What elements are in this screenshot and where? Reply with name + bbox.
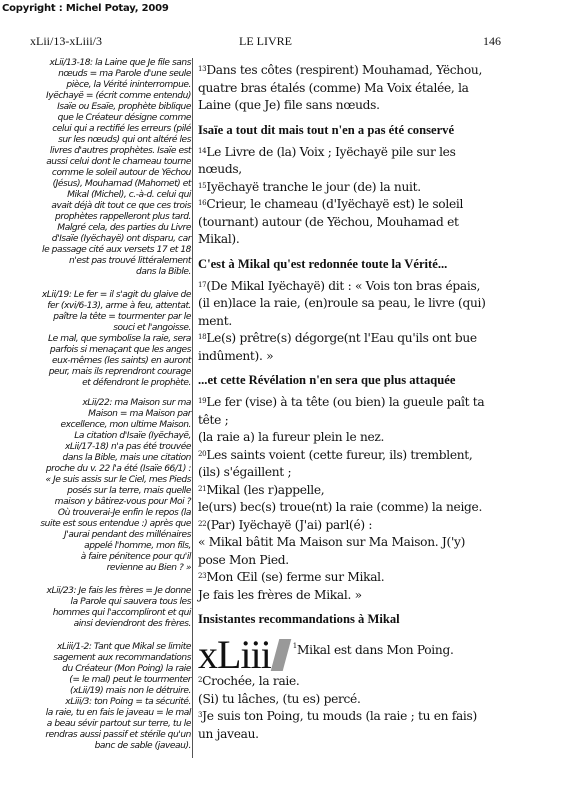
verse-text-span: tête ;: [198, 412, 229, 427]
verse-line: [198, 412, 500, 430]
verse-text-span: Le(s) prêtre(s) dégorge(nt l'Eau qu'ils ont bue: [206, 331, 477, 345]
verse-line: [198, 482, 500, 500]
verse-number: 20: [198, 449, 207, 458]
verse-text-span: Mikal (les r)appelle,: [206, 482, 325, 497]
section-heading: ...et cette Révélation n'en sera que plus attaquée: [198, 373, 456, 387]
commentary-note: [30, 586, 191, 630]
verse-line: [198, 144, 500, 162]
verse-number: 16: [198, 199, 207, 207]
commentary-line: xLiii/1-2: Tant que Mikal se limite: [56, 642, 191, 652]
commentary-line: posés sur la terre, mais quelle: [67, 486, 191, 496]
commentary-line: paître la tête = tourmenter par le: [53, 312, 191, 322]
commentary-line: eux-mêmes (les saints) en auront: [51, 356, 191, 366]
verse-text-span: Dans tes côtes (respirent) Mouhamad, Yëchou,: [206, 63, 483, 77]
commentary-line: maison y bâtirez-vous pour Moi ?: [54, 497, 191, 507]
verse-number: 2: [198, 676, 203, 684]
book-title: LE LIVRE: [239, 34, 292, 48]
page-number: 146: [483, 34, 501, 48]
verse-line: [198, 62, 500, 80]
verse-text-span: quatre bras étalés (comme) Ma Voix étalée, la: [198, 80, 469, 95]
section-heading: Isaïe a tout dit mais tout n'en a pas été conservé: [198, 122, 455, 137]
commentary-note: [30, 290, 191, 389]
verse-line: [198, 161, 500, 179]
commentary-line: La citation d'Isaïe (Iyëchayë,: [74, 431, 191, 441]
verse-text-span: ment.: [198, 313, 232, 328]
verse-line: [198, 348, 500, 366]
verse-number: 21: [198, 484, 207, 493]
verse-text-span: Le fer (vise) à ta tête (ou bien) la gueule paît ta: [206, 395, 485, 409]
verse-text-span: « Mikal bâtit Ma Maison sur Ma Maison. J('y): [198, 535, 466, 549]
verse-line: [198, 569, 500, 587]
commentary-line: le passage cité aux versets 17 et 18: [42, 245, 191, 255]
commentary-line: (xLii/19) mais non le détruire.: [70, 686, 191, 696]
copyright-notice: Copyright : Michel Potay, 2009: [2, 3, 169, 14]
commentary-line: hommes qui l'accompliront et qui: [52, 608, 191, 618]
verse-number: 3: [198, 711, 203, 719]
commentary-line: la raie, tu en fais le javeau = le mal: [45, 708, 191, 718]
commentary-line: ainsi deviendront des frères.: [73, 619, 191, 629]
verse-number: 23: [198, 572, 207, 580]
commentary-line: à faire pénitence pour qu'il: [80, 552, 191, 562]
verse-text-span: Iyëchayë tranche le jour (de) la nuit.: [206, 179, 421, 194]
verse-text-span: (ils) s'égaillent ;: [198, 465, 292, 479]
verse-line: [198, 587, 500, 605]
verse-number: 22: [198, 519, 207, 528]
verse-text-span: indûment). »: [198, 348, 274, 363]
verse-line: [198, 313, 500, 331]
commentary-line: dans la Bible.: [136, 267, 191, 277]
commentary-line: (Jésus), Mouhamad (Mahomet) et: [52, 179, 191, 189]
commentary-line: xLii/13-18: la Laine que Je file sans: [49, 58, 191, 68]
verse-line: [198, 691, 500, 709]
verse-text-span: (Si) tu lâches, (tu es) percé.: [198, 691, 361, 706]
section-heading: Insistantes recommandations à Mikal: [198, 612, 400, 626]
commentary-line: rendras aussi passif et stérile qu'un: [45, 730, 191, 740]
chapter-bar-ornament: [270, 639, 291, 671]
commentary-line: Où trouverai-Je enfin le repos (la: [57, 508, 191, 518]
commentary-line: celui qui a rectifié les erreurs (pilé: [52, 124, 191, 134]
commentary-line: Iyëchayë = (écrit comme entendu): [46, 91, 191, 101]
verse-number: 18: [198, 333, 207, 341]
commentary-note: [30, 58, 191, 278]
commentary-line: n'est pas trouvé littéralement: [68, 256, 191, 266]
verse-text-span: pose Mon Pied.: [198, 552, 289, 567]
verse-range: xLii/13-xLiii/3: [30, 34, 102, 48]
verse-number: 15: [198, 181, 207, 190]
verse-line: [198, 499, 500, 517]
commentary-line: peur, mais ils reprendront courage: [48, 367, 191, 377]
commentary-line: Maison = ma Maison par: [88, 409, 191, 419]
commentary-line: xLii/17-18) n'a pas été trouvée: [64, 442, 191, 452]
commentary-line: sagement aux recommandations: [53, 653, 191, 663]
verse-line: [198, 80, 500, 98]
commentary-line: banc de sable (javeau).: [94, 741, 191, 751]
verse-number: 14: [198, 146, 207, 155]
commentary-line: xLii/23: Je fais les frères = Je donne: [46, 586, 191, 596]
verse-line: [198, 231, 500, 249]
verse-text-span: Je fais les frères de Mikal. »: [198, 587, 362, 602]
commentary-note: [30, 642, 191, 752]
verse-line: [198, 534, 500, 552]
commentary-line: du Créateur (Mon Poing) la raie: [62, 664, 191, 674]
verse-text-span: Les saints voient (cette fureur, ils) tremblent,: [206, 447, 473, 462]
chapter-start: [198, 632, 500, 677]
commentary-line: xLiii/3: ton Poing = ta sécurité.: [65, 697, 191, 707]
commentary-line: pièce, la Vérité ininterrompue.: [66, 80, 191, 90]
verse-text-span: Laine (que Je) file sans nœuds.: [198, 98, 380, 112]
verse-text-span: Crochée, la raie.: [202, 674, 300, 688]
commentary-line: (= le mal) peut le tourmenter: [69, 675, 191, 685]
verse-number: 17: [198, 280, 207, 289]
verse-text-span: nœuds,: [198, 162, 242, 176]
commentary-line: xLii/19: Le fer = il s'agit du glaive de: [41, 290, 191, 300]
commentary-line: excellence, mon ultime Maison.: [60, 420, 191, 430]
verse-number: 19: [198, 397, 207, 405]
commentary-line: aussi celui dont le chameau tourne: [46, 157, 191, 167]
verse-text-span: Mon Œil (se) ferme sur Mikal.: [206, 570, 385, 584]
verse-line: [198, 394, 500, 412]
verse-line: [198, 517, 500, 535]
verse-text: [198, 62, 500, 743]
verse-text-span: un javeau.: [198, 726, 259, 741]
commentary-line: et défendront le prophète.: [82, 378, 191, 388]
verse-text-span: (il en)lace la raie, (en)roule sa peau, le livre (qui): [198, 296, 486, 310]
verse-line: [198, 552, 500, 570]
commentary-line: Mikal (Michel), c.-à-d. celui qui: [67, 190, 191, 200]
verse-line: [198, 179, 500, 197]
commentary-line: souci et l'angoisse.: [113, 323, 191, 333]
section-heading: C'est à Mikal qu'est redonnée toute la Vérité...: [198, 256, 448, 271]
verse-text-span: (Par) Iyëchayë (J'ai) parl(é) :: [206, 517, 373, 532]
commentary-line: avait déjà dit tout ce que ces trois: [51, 201, 191, 211]
verse-number: 13: [198, 65, 207, 73]
verse-text-span: Le Livre de (la) Voix ; Iyëchayë pile sur les: [206, 144, 456, 159]
commentary-line: que le Créateur désigne comme: [57, 113, 191, 123]
verse-text-span: Mikal).: [198, 232, 240, 246]
verse-text-span: (la raie a) la fureur plein le nez.: [198, 430, 385, 444]
commentary-line: livres d'autres prophètes. Isaïe est: [49, 146, 191, 156]
verse-line: [198, 726, 500, 744]
commentary-line: appelé l'homme, mon fils,: [84, 541, 191, 551]
commentary-line: dans la Bible, mais une citation: [62, 453, 191, 463]
verse-line: [198, 464, 500, 482]
commentary-line: sur les nœuds) qui ont altéré les: [58, 135, 191, 145]
verse-line: [198, 278, 500, 296]
verse-number: 1: [292, 642, 297, 650]
commentary-line: suite est sous entendue :) après que: [40, 519, 191, 529]
commentary-line: d'Isaïe (Iyëchayë) ont disparu, car: [51, 234, 191, 244]
commentary-line: xLii/22: ma Maison sur ma: [82, 398, 191, 408]
verse-text-span: Crieur, le chameau (d'Iyëchayë est) le soleil: [206, 197, 464, 211]
verse-line: [198, 447, 500, 465]
commentary-line: comme le soleil autour de Yëchou: [51, 168, 191, 178]
verse-text-span: (De Mikal Iyëchayë) dit : « Vois ton bras épais,: [206, 278, 481, 293]
commentary-line: nœuds = ma Parole d'une seule: [58, 69, 191, 79]
commentary-line: prophètes rappelleront plus tard.: [55, 212, 191, 222]
verse-line: [198, 214, 500, 232]
verse-text-span: (tournant) autour (de Yëchou, Mouhamad et: [198, 214, 459, 229]
commentary-line: Le mal, que symbolise la raie, sera: [48, 334, 191, 344]
verse-line: [198, 97, 500, 115]
page-header: [30, 34, 501, 50]
verse-text-span: Mikal est dans Mon Poing.: [296, 643, 454, 657]
verse-line: [198, 196, 500, 214]
verse-text-span: Je suis ton Poing, tu mouds (la raie ; tu en fais): [202, 709, 477, 723]
commentary-line: la Parole qui sauvera tous les: [70, 597, 191, 607]
commentary-line: Malgré cela, des parties du Livre: [57, 223, 191, 233]
verse-line: [198, 673, 500, 691]
column-divider: [192, 58, 193, 758]
commentary-line: parfois si menaçant que les anges: [49, 345, 191, 355]
commentary-line: fer (xvi/6-13), arme à feu, attentat.: [47, 301, 191, 311]
commentary-line: J'aurai pendant des millénaires: [64, 530, 191, 540]
verse-line: [293, 643, 454, 657]
verse-line: [198, 295, 500, 313]
verse-text-span: le(urs) bec(s) troue(nt) la raie (comme) la neige.: [198, 500, 483, 514]
commentary-line: revienne au Bien ? »: [106, 563, 191, 573]
commentary-line: proche du v. 22 l'a été (Isaïe 66/1) :: [45, 464, 191, 474]
commentary-line: a beau sévir partout sur terre, tu le: [46, 719, 191, 729]
verse-line: [198, 429, 500, 447]
chapter-number: xLiii: [198, 632, 271, 677]
commentary-note: [30, 398, 191, 574]
verse-line: [198, 708, 500, 726]
commentary-line: « Je suis assis sur le Ciel, mes Pieds: [45, 475, 191, 485]
verse-line: [198, 330, 500, 348]
commentary-line: Isaïe ou Esaïe, prophète biblique: [57, 102, 191, 112]
